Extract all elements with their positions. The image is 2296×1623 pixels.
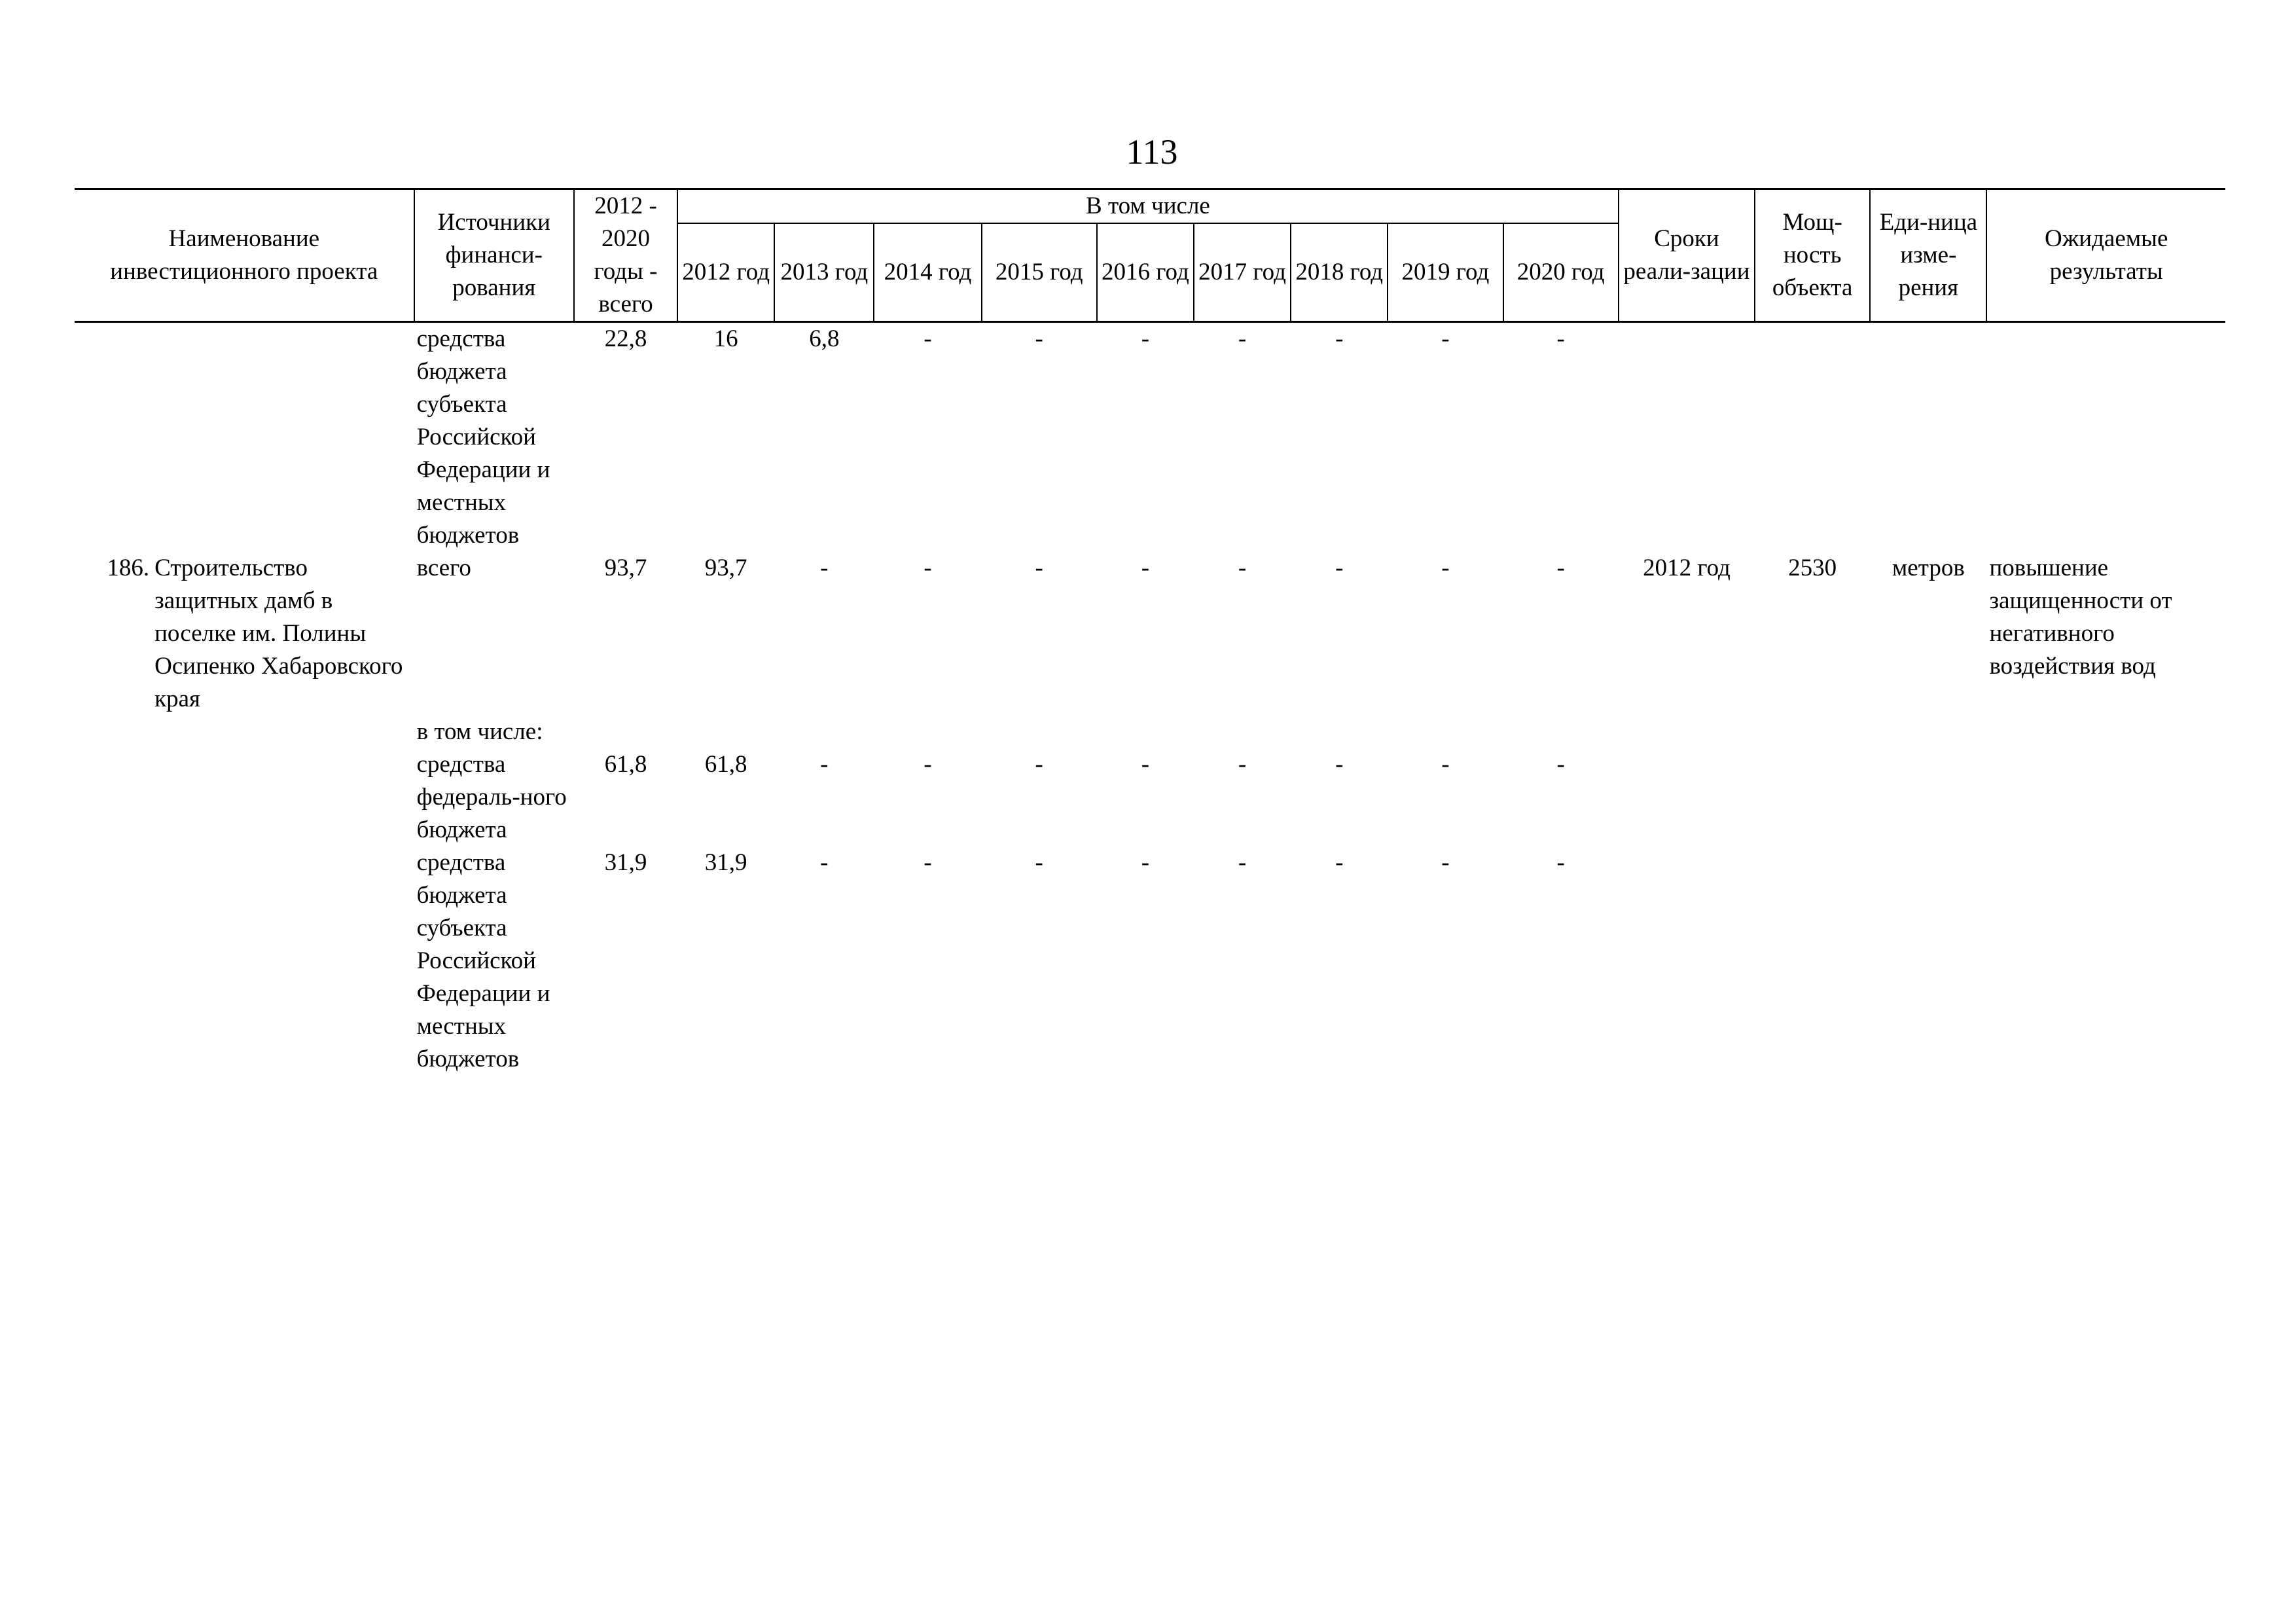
year-cell: - — [1441, 849, 1450, 876]
year-cell: 61,8 — [704, 751, 747, 778]
header-results: Ожидаемые результаты — [1986, 189, 2225, 322]
header-sources: Источники финанси-рования — [414, 189, 574, 322]
year-cell: - — [1441, 751, 1450, 778]
investment-projects-table — [75, 188, 2225, 1076]
total-cell: 61,8 — [604, 751, 647, 778]
year-cell: 16 — [713, 325, 738, 352]
year-cell: - — [1141, 555, 1150, 581]
unit-cell: метров — [1892, 555, 1965, 581]
total-cell: 31,9 — [604, 849, 647, 876]
year-cell: - — [1141, 849, 1150, 876]
year-cell: - — [1556, 849, 1565, 876]
header-terms: Сроки реали-зации — [1619, 189, 1755, 322]
capacity-cell: 2530 — [1788, 555, 1837, 581]
year-cell: - — [1335, 751, 1344, 778]
year-cell: - — [924, 849, 932, 876]
table-row — [75, 552, 2225, 716]
header-year-2015: 2015 год — [982, 223, 1097, 321]
year-cell: - — [924, 325, 932, 352]
year-cell: - — [1335, 849, 1344, 876]
table-row — [75, 322, 2225, 553]
header-unit: Еди-ница изме-рения — [1870, 189, 1986, 322]
year-cell: - — [820, 751, 829, 778]
table-row — [75, 748, 2225, 847]
year-cell: - — [924, 751, 932, 778]
header-year-2017: 2017 год — [1194, 223, 1291, 321]
source-cell: средства федераль-ного бюджета — [416, 751, 567, 843]
header-year-2016: 2016 год — [1097, 223, 1194, 321]
source-cell: средства бюджета субъекта Российской Федерации и местных бюджетов — [416, 849, 550, 1072]
year-cell: - — [1556, 751, 1565, 778]
header-year-2018: 2018 год — [1291, 223, 1388, 321]
header-year-2013: 2013 год — [774, 223, 874, 321]
term-cell: 2012 год — [1643, 555, 1731, 581]
year-cell: 93,7 — [704, 555, 747, 581]
table-row — [75, 716, 2225, 748]
year-cell: 31,9 — [704, 849, 747, 876]
total-cell: 22,8 — [604, 325, 647, 352]
total-cell: 93,7 — [604, 555, 647, 581]
year-cell: - — [1441, 325, 1450, 352]
year-cell: - — [1141, 751, 1150, 778]
year-cell: - — [924, 555, 932, 581]
year-cell: - — [1238, 325, 1247, 352]
year-cell: - — [1035, 555, 1043, 581]
year-cell: - — [1556, 325, 1565, 352]
year-cell: - — [820, 555, 829, 581]
year-cell: - — [1335, 325, 1344, 352]
year-cell: - — [1238, 555, 1247, 581]
header-year-2012: 2012 год — [677, 223, 774, 321]
year-cell: - — [1238, 849, 1247, 876]
year-cell: - — [1335, 555, 1344, 581]
project-name: Строительство защитных дамб в поселке им. Полины Осипенко Хабаровского края — [154, 555, 403, 712]
header-year-2014: 2014 год — [874, 223, 981, 321]
source-cell: всего — [416, 555, 471, 581]
year-cell: - — [1441, 555, 1450, 581]
header-year-2020: 2020 год — [1503, 223, 1619, 321]
year-cell: 6,8 — [809, 325, 840, 352]
including-label: в том числе: — [416, 718, 543, 745]
table-row — [75, 847, 2225, 1076]
header-capacity: Мощ-ность объекта — [1755, 189, 1870, 322]
year-cell: - — [1238, 751, 1247, 778]
year-cell: - — [1035, 325, 1043, 352]
header-year-2019: 2019 год — [1388, 223, 1503, 321]
year-cell: - — [1556, 555, 1565, 581]
result-cell: повышение защищенности от негативного воздействия вод — [1989, 555, 2172, 680]
header-including: В том числе — [677, 189, 1619, 224]
page-number: 113 — [1126, 132, 1178, 172]
header-total: 2012 - 2020 годы - всего — [574, 189, 677, 322]
year-cell: - — [1035, 849, 1043, 876]
project-number: 186. — [107, 555, 150, 581]
year-cell: - — [1035, 751, 1043, 778]
source-cell: средства бюджета субъекта Российской Федерации и местных бюджетов — [416, 325, 550, 549]
year-cell: - — [1141, 325, 1150, 352]
header-project-name: Наименование инвестиционного проекта — [75, 189, 414, 322]
year-cell: - — [820, 849, 829, 876]
